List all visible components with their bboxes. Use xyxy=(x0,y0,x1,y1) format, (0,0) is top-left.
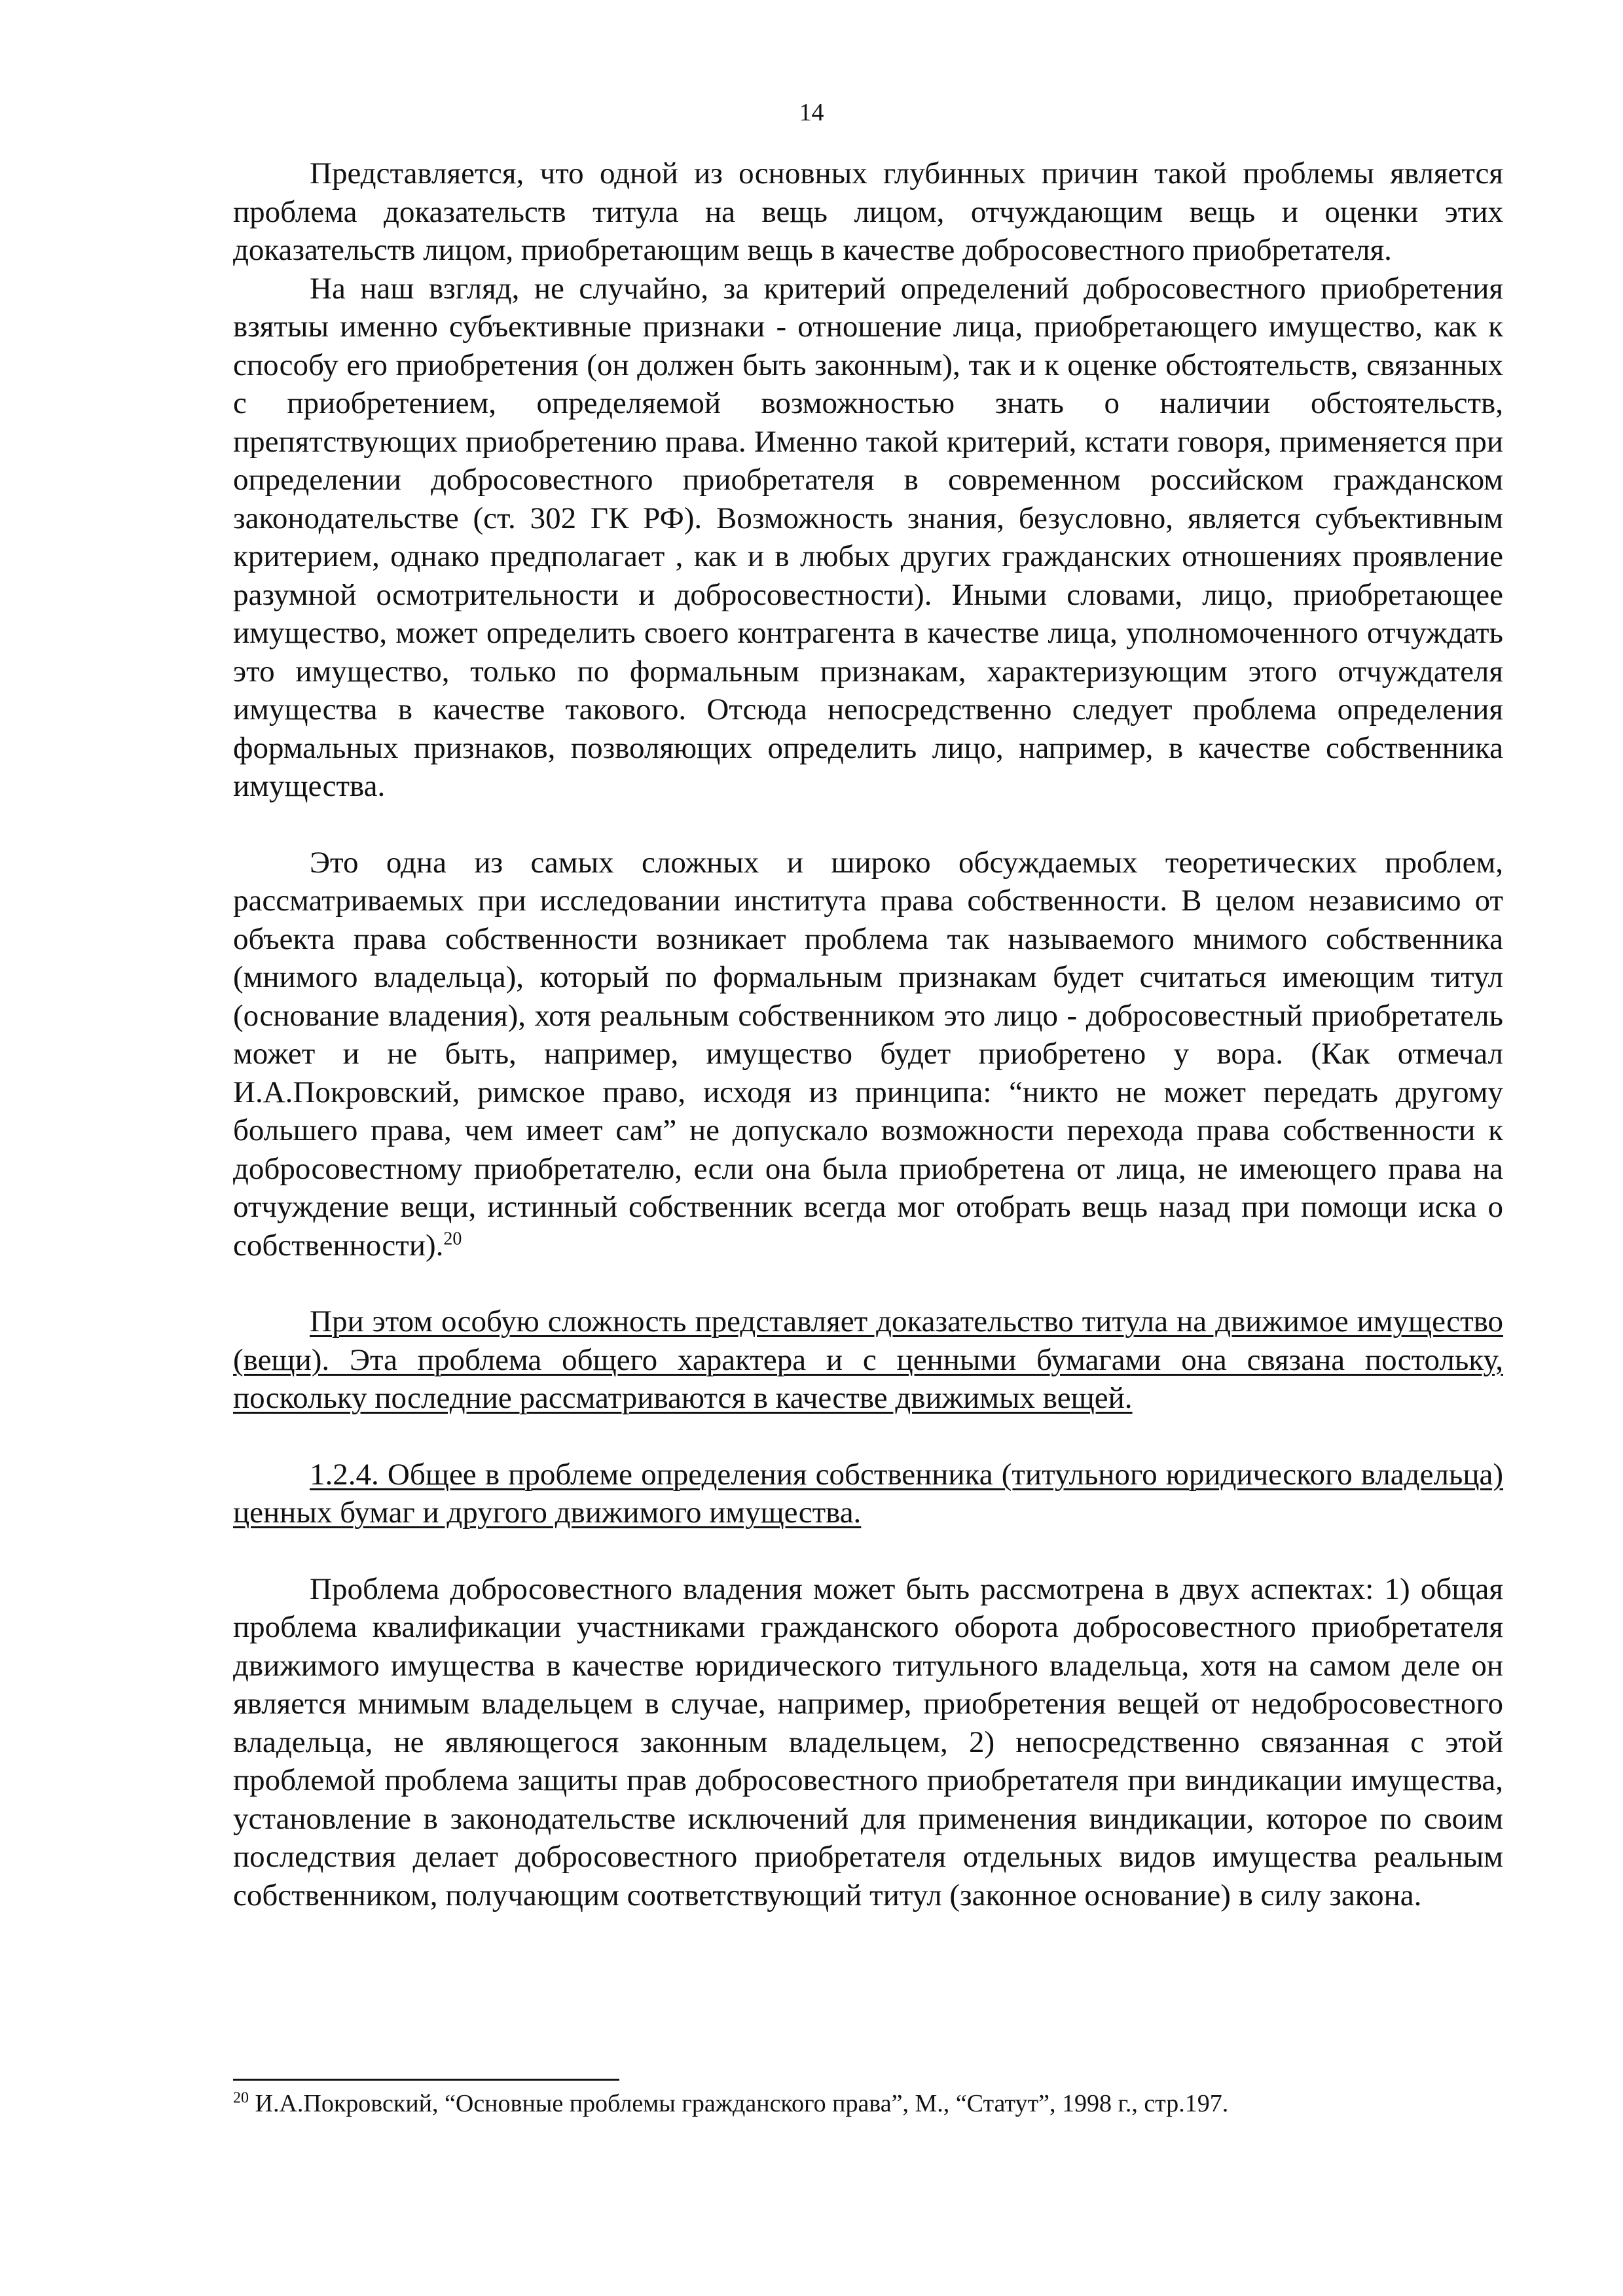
section-heading: 1.2.4. Общее в проблеме определения собственника (титульного юридического владельца) ценных бумаг и другого движимого имущества. xyxy=(233,1457,1503,1530)
footnote xyxy=(233,2088,1503,2119)
paragraph-2: На наш взгляд, не случайно, за критерий определений добросовестного приобретения взятыы именно субъективные признаки - отношение лица, приобретающего имущество, как к способу его приобретения (он должен быть законным), так и к оценке обстоятельств, связанных с приобретением, определяемой возможностью знать о наличии обстоятельств, препятствующих приобретению права. Именно такой критерий, кстати говоря, применяется при определении добросовестного приобретателя в современном российском гражданском законодательстве (ст. 302 ГК РФ). Возможность знания, безусловно, является субъективным критерием, однако предполагает , как и в любых других гражданских отношениях проявление разумной осмотрительности и добросовестности). Иными словами, лицо, приобретающее имущество, может определить своего контрагента в качестве лица, уполномоченного отчуждать это имущество, только по формальным признакам, характеризующим этого отчуждателя имущества в качестве такового. Отсюда непосредственно следует проблема определения формальных признаков, позволяющих определить лицо, например, в качестве собственника имущества. xyxy=(233,271,1503,803)
closing-paragraph: Проблема добросовестного владения может быть рассмотрена в двух аспектах: 1) общая проблема квалификации участниками гражданского оборота добросовестного приобретателя движимого имущества в качестве юридического титульного владельца, хотя на самом деле он является мнимым владельцем в случае, например, приобретения вещей от недобросовестного владельца, не являющегося законным владельцем, 2) непосредственно связанная с этой проблемой проблема защиты прав добросовестного приобретателя при виндикации имущества, установление в законодательстве исключений для применения виндикации, которое по своим последствия делает добросовестного приобретателя отдельных видов имущества реальным собственником, получающим соответствующий титул (законное основание) в силу закона. xyxy=(233,1571,1503,1912)
body-text xyxy=(233,154,1503,1914)
paragraph-3-text: Это одна из самых сложных и широко обсуждаемых теоретических проблем, рассматриваемых при исследовании института права собственности. В целом независимо от объекта права собственности возникает проблема так называемого мнимого собственника (мнимого владельца), который по формальным признакам будет считаться имеющим титул (основание владения), хотя реальным собственником это лицо - добросовестный приобретатель может и не быть, например, имущество будет приобретено у вора. (Как отмечал И.А.Покровский, римское право, исходя из принципа: “никто не может передать другому большего права, чем имеет сам” не допускало возможности перехода права собственности к добросовестному приобретателю, если она была приобретена от лица, не имеющего права на отчуждение вещи, истинный собственник всегда мог отобрать вещь назад при помощи иска о собственности). xyxy=(233,845,1503,1263)
footnote-reference[interactable]: 20 xyxy=(443,1228,462,1249)
underlined-paragraph: При этом особую сложность представляет доказательство титула на движимое имущество (вещи). Эта проблема общего характера и с ценными бумагами она связана постольку, поскольку последние рассматриваются в качестве движимых вещей. xyxy=(233,1304,1503,1415)
footnote-text: И.А.Покровский, “Основные проблемы гражданского права”, М., “Статут”, 1998 г., стр.197. xyxy=(249,2090,1229,2117)
footnote-divider xyxy=(233,2079,619,2081)
paragraph-3 xyxy=(233,844,1503,1265)
footnote-number: 20 xyxy=(233,2089,249,2107)
paragraph-1: Представляется, что одной из основных глубинных причин такой проблемы является проблема доказательств титула на вещь лицом, отчуждающим вещь и оценки этих доказательств лицом, приобретающим вещь в качестве добросовестного приобретателя. xyxy=(233,156,1503,267)
page-number: 14 xyxy=(799,99,824,126)
